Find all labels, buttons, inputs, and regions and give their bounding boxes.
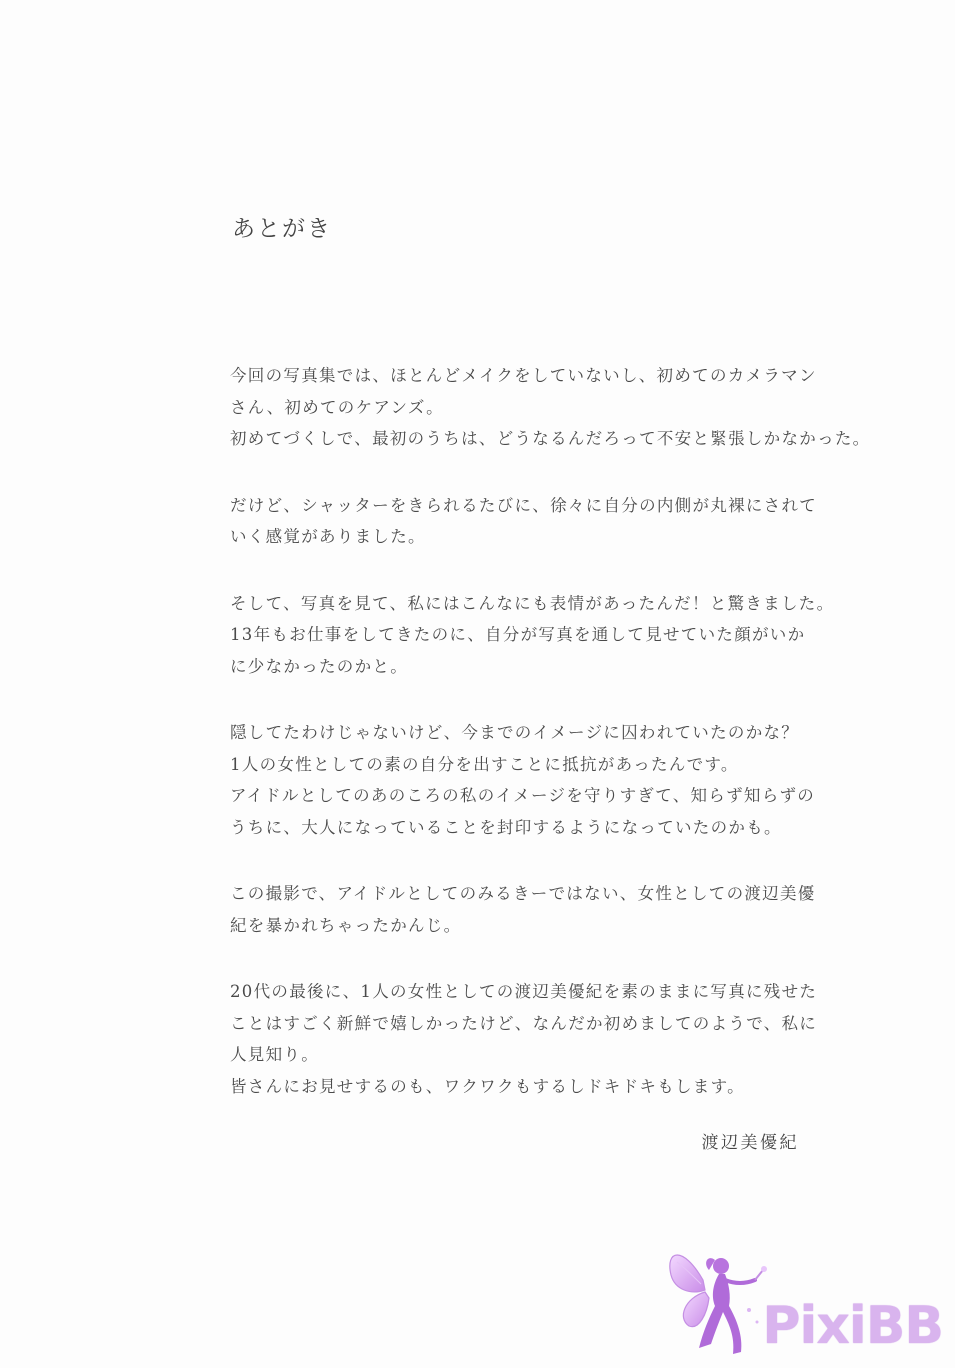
page-title: あとがき [232,216,332,242]
text-line: 20代の最後に、1人の女性としての渡辺美優紀を素のままに写真に残せた [230,982,818,1001]
afterword-body [230,360,871,1137]
text-line: 今回の写真集では、ほとんどメイクをしていないし、初めてのカメラマン [230,366,817,385]
text-line: さん、初めてのケアンズ。 [230,397,444,417]
watermark [663,1240,943,1360]
author-signature: 渡辺美優紀 [701,1133,799,1153]
text-line: に少なかったのかと。 [230,656,408,676]
paragraph-1 [230,360,871,455]
text-line: 1人の女性としての素の自分を出すことに抵抗があったんです。 [230,754,739,774]
text-line: 紀を暴かれちゃったかんじ。 [230,915,462,935]
text-line: この撮影で、アイドルとしてのみるきーではない、女性としての渡辺美優 [230,884,816,903]
text-line: いく感覚がありました。 [230,527,426,546]
text-line: 初めてづくしで、最初のうちは、どうなるんだろって不安と緊張しかなかった。 [230,429,871,448]
text-line: うちに、大人になっていることを封印するようになっていたのかも。 [230,817,782,837]
text-line: 13年もお仕事をしてきたのに、自分が写真を通して見せていた顔がいか [230,625,806,644]
text-line: 人見知り。 [230,1045,319,1064]
paragraph-4 [230,717,816,843]
paragraph-5 [230,878,816,941]
text-line: ことはすごく新鮮で嬉しかったけど、なんだか初めましてのようで、私に [230,1013,818,1033]
paragraph-3 [230,588,835,683]
paragraph-2 [230,490,818,553]
text-line: そして、写真を見て、私にはこんなにも表情があったんだ！と驚きました。 [230,593,835,613]
text-line: 隠してたわけじゃないけど、今までのイメージに囚われていたのかな？ [230,723,800,742]
text-line: アイドルとしてのあのころの私のイメージを守りすぎて、知らず知らずの [230,786,816,805]
text-line: 皆さんにお見せするのも、ワクワクもするしドキドキもします。 [230,1076,745,1096]
paragraph-6 [230,976,818,1102]
text-line: だけど、シャッターをきられるたびに、徐々に自分の内側が丸裸にされて [230,495,818,515]
fairy-icon [663,1240,773,1360]
watermark-text: PixiBB [762,1296,943,1356]
